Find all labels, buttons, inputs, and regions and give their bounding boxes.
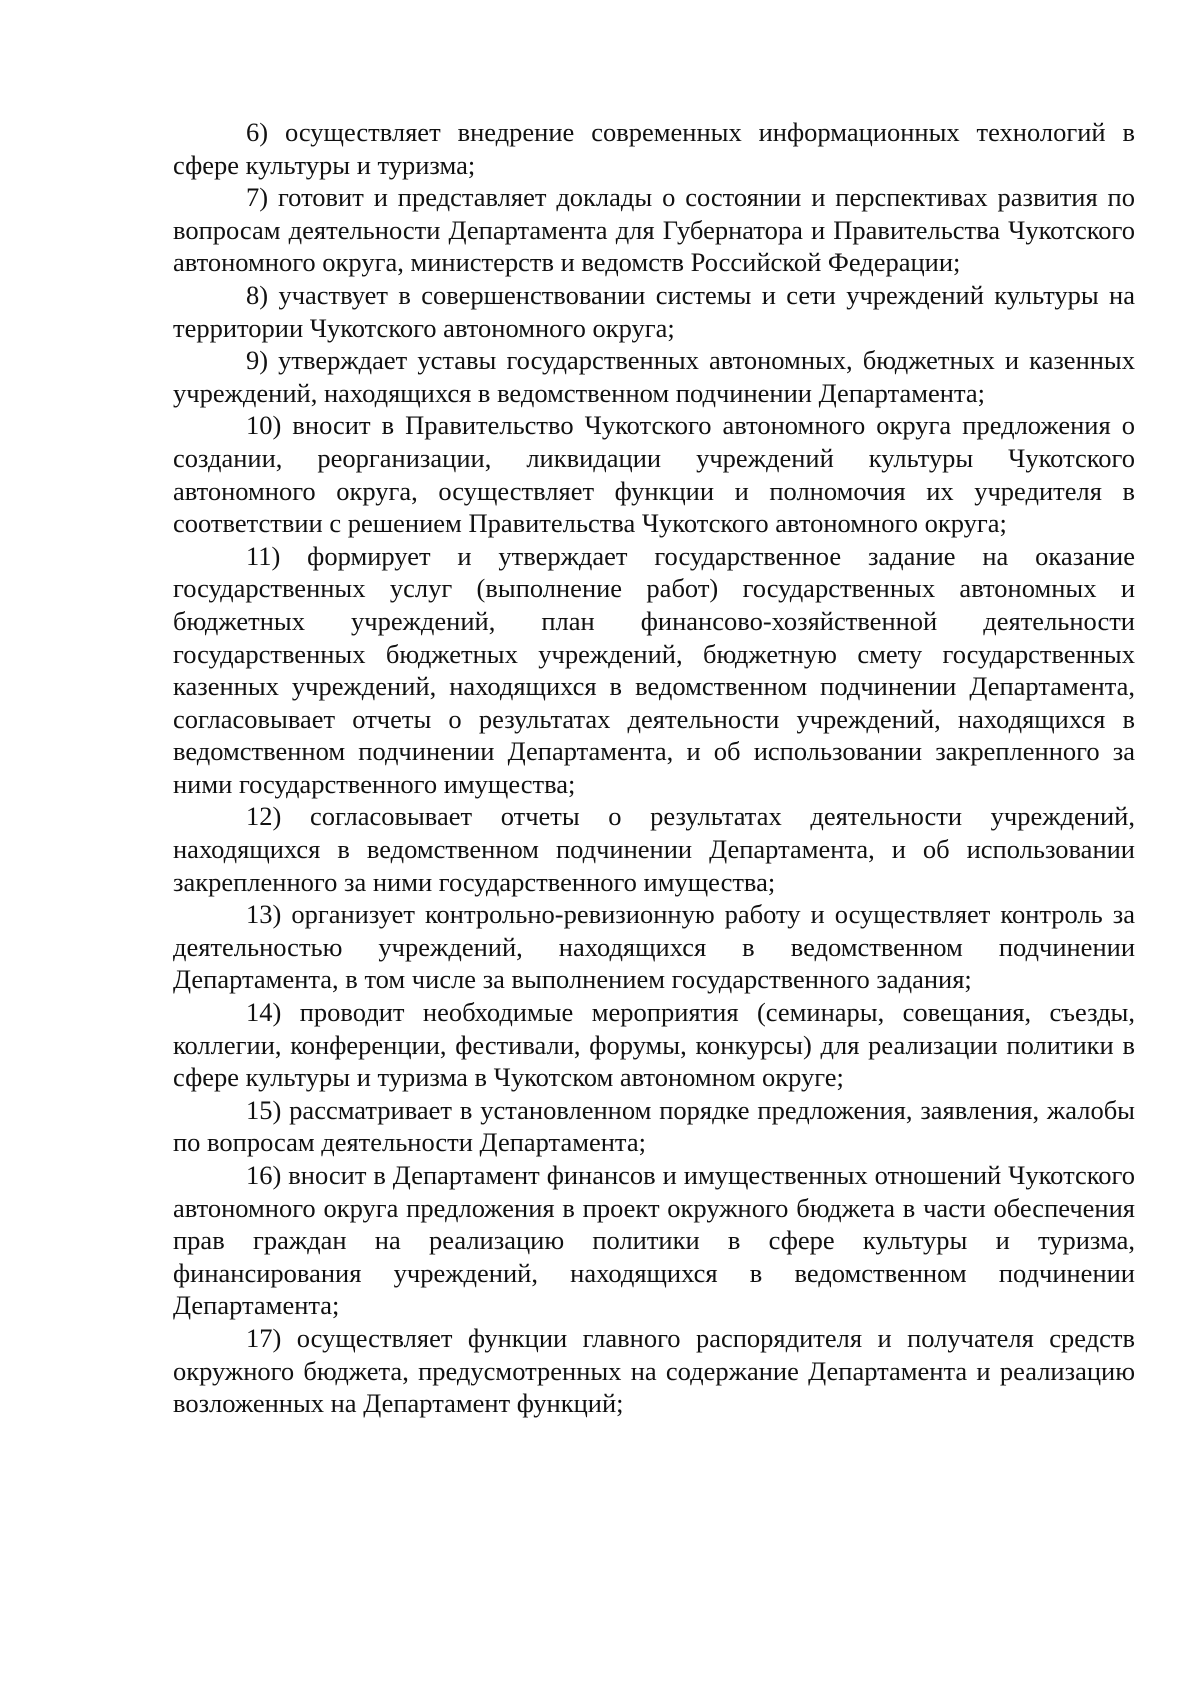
paragraph-item-6: 6) осуществляет внедрение современных информационных технологий в сфере культуры и туризма;	[173, 117, 1135, 180]
paragraph-item-8: 8) участвует в совершенствовании системы и сети учреждений культуры на территории Чукотского автономного округа;	[173, 279, 1135, 343]
paragraph-item-17: 17) осуществляет функции главного распорядителя и получателя средств окружного бюджета, предусмотренных на содержание Департамента и реализацию возложенных на Департамент функций;	[173, 1322, 1135, 1419]
paragraph-item-15: 15) рассматривает в установленном порядке предложения, заявления, жалобы по вопросам деятельности Департамента;	[173, 1094, 1135, 1158]
paragraph-item-9: 9) утверждает уставы государственных автономных, бюджетных и казенных учреждений, находящихся в ведомственном подчинении Департамента;	[173, 345, 1135, 408]
paragraph-item-16: 16) вносит в Департамент финансов и имущественных отношений Чукотского автономного округа предложения в проект окружного бюджета в части обеспечения прав граждан на реализацию политики в сфере культуры и туризма, финансирования учреждений, находящихся в ведомственном подчинении Департамента;	[173, 1160, 1135, 1321]
paragraph-item-11: 11) формирует и утверждает государственное задание на оказание государственных услуг (выполнение работ) государственных автономных и бюджетных учреждений, план финансово-хозяйственной деятельности государственных бюджетных учреждений, бюджетную смету государственных казенных учреждений, находящихся в ведомственном подчинении Департамента, согласовывает отчеты о результатах деятельности учреждений, находящихся в ведомственном подчинении Департамента, и об использовании закрепленного за ними государственного имущества;	[173, 540, 1135, 799]
paragraph-item-13: 13) организует контрольно-ревизионную работу и осуществляет контроль за деятельностью учреждений, находящихся в ведомственном подчинении Департамента, в том числе за выполнением государственного задания;	[173, 899, 1135, 995]
paragraph-item-10: 10) вносит в Правительство Чукотского автономного округа предложения о создании, реорганизации, ликвидации учреждений культуры Чукотского автономного округа, осуществляет функции и полномочия их учредителя в соответствии с решением Правительства Чукотского автономного округа;	[173, 410, 1135, 539]
document-body	[173, 116, 1135, 1420]
paragraph-item-12: 12) согласовывает отчеты о результатах деятельности учреждений, находящихся в ведомственном подчинении Департамента, и об использовании закрепленного за ними государственного имущества;	[173, 801, 1135, 897]
paragraph-item-14: 14) проводит необходимые мероприятия (семинары, совещания, съезды, коллегии, конференции, фестивали, форумы, конкурсы) для реализации политики в сфере культуры и туризма в Чукотском автономном округе;	[173, 997, 1135, 1093]
paragraph-item-7: 7) готовит и представляет доклады о состоянии и перспективах развития по вопросам деятельности Департамента для Губернатора и Правительства Чукотского автономного округа, министерств и ведомств Российской Федерации;	[173, 182, 1135, 278]
